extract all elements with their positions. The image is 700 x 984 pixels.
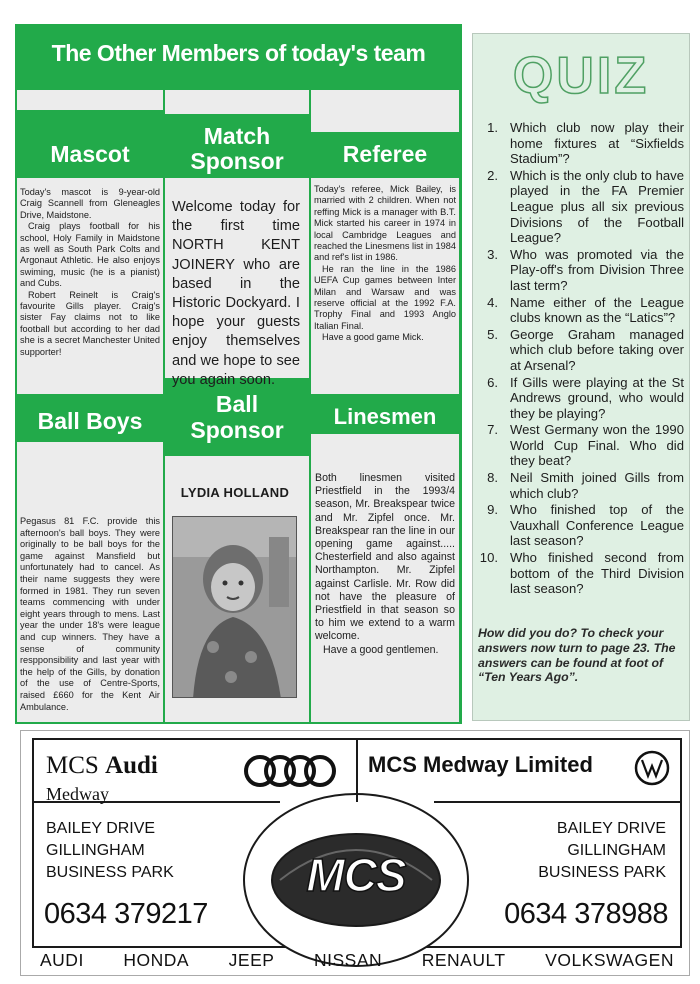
question-number: 10. <box>479 550 498 566</box>
left-brand-bold: Audi <box>105 752 158 779</box>
referee-paragraph: He ran the line in the 1986 UEFA Cup games between Inter Milan and Warsaw and was reserve official at the 1992 F.A. Trophy Final and 1993 Anglo Italian Final. <box>314 263 456 331</box>
quiz-question <box>478 168 684 246</box>
advert-divider <box>434 801 680 803</box>
linesmen-heading: Linesmen <box>333 404 437 429</box>
quiz-question <box>478 327 684 374</box>
question-text: George Graham managed which club before taking over at Arsenal? <box>510 326 684 373</box>
mascot-header-spacer <box>17 90 163 110</box>
address-line: GILLINGHAM <box>46 842 145 859</box>
quiz-title: QUIZ <box>512 47 650 105</box>
question-text: Name either of the League clubs known as the “Latics”? <box>510 294 684 326</box>
question-number: 2. <box>487 167 498 183</box>
brand-item: NISSAN <box>313 950 383 970</box>
quiz-question <box>478 422 684 469</box>
mcs-logo-text: MCS <box>306 849 406 901</box>
left-dealer-sub: Medway <box>46 784 109 804</box>
left-brand: MCS <box>46 752 99 779</box>
mascot-heading: Mascot <box>50 141 130 167</box>
quiz-question <box>478 247 684 294</box>
child-photo-icon <box>173 517 297 698</box>
mascot-paragraph: Craig plays football for his school, Holy Family in Maidstone as well as South Park Colts and Argonaut Athletic. He also enjoys swiming, music (he is a pianist) and Cubs. <box>20 221 160 289</box>
match-sponsor-heading-line2: Sponsor <box>190 148 284 174</box>
ball-sponsor-heading-line2: Sponsor <box>190 417 284 443</box>
question-text: Who finished top of the Vauxhall Conference League last season? <box>510 502 684 549</box>
question-text: Which is the only club to have played in the FA Premier League plus all six previous Divisions of the Football League? <box>510 167 684 246</box>
referee-header-spacer <box>311 90 459 132</box>
ball-boys-paragraph: Pegasus 81 F.C. provide this afternoon's ball boys. They were originally to be ball boys for the game against Mansfield but unfortunately had to cancel. As their name suggests they were formed in 1981. They run seven teams commencing with under eight years through to mens. Last year the under 18's were league and cup winners. They have a sense of community respponsibility and last year with the help of the Gills, by donation of the use of Centre-Sports, raised £660 for the Kent Air Ambulance. <box>20 516 160 712</box>
brand-item: VOLKSWAGEN <box>545 950 674 970</box>
match-sponsor-heading-line1: Match <box>203 123 271 149</box>
right-address <box>500 818 666 884</box>
mascot-paragraph: Robert Reinelt is Craig's favourite Gills player. Craig's sister Fay claims not to like football but according to her dad she is a secret Manchester United supporter! <box>20 289 160 357</box>
brand-item: AUDI <box>40 950 84 970</box>
team-title: The Other Members of today's team <box>51 40 426 66</box>
quiz-list <box>478 120 684 598</box>
question-number: 5. <box>487 326 498 342</box>
match-sponsor-text: Welcome today for the first time NORTH KENT JOINERY who are based in the Historic Dockyard. I hope your guests enjoy themselves and we hope to see you again soon. <box>172 199 300 388</box>
brand-item: JEEP <box>228 950 275 970</box>
address-line: BAILEY DRIVE <box>556 820 666 837</box>
quiz-question <box>478 295 684 326</box>
quiz-footer: How did you do? To check your answers now turn to page 23. The answers can be found at foot of “Ten Years Ago”. <box>478 626 676 685</box>
left-phone: 0634 379217 <box>44 898 208 930</box>
question-number: 4. <box>487 294 498 310</box>
referee-paragraph: Have a good game Mick. <box>322 332 424 343</box>
left-dealer-name <box>46 752 158 780</box>
referee-paragraph: Today's referee, Mick Bailey, is married with 2 children. When not reffing Mick is a manager with B.T. Mick started his career in 1974 in local Cambridge Leagues and reached the Linesmens list in 1984 and ref's list in 1986. <box>314 184 456 263</box>
question-text: Which club now play their home fixtures at “Sixfields Stadium”? <box>510 120 684 167</box>
brand-item: RENAULT <box>421 950 506 970</box>
quiz-question <box>478 470 684 501</box>
left-address <box>46 818 174 884</box>
linesmen-paragraph: Have a good gentlemen. <box>323 643 439 656</box>
address-line: BUSINESS PARK <box>538 864 666 881</box>
mascot-paragraph: Today's mascot is 9-year-old Craig Scannell from Gleneagles Drive, Maidstone. <box>20 187 160 220</box>
quiz-question <box>478 375 684 422</box>
linesmen-paragraph: Both linesmen visited Priestfield in the 1993/4 season, Mr. Breakspear twice and Mr. Zipfel once. Mr. Breakspear ran the line in our opening game against..... Chesterfield and also against Northampton. Mr. Zipfel against Carlisle. Mr. Row did not have the pleasure of Priestfield in that season so to him we extend to a warm welcome. <box>315 472 455 643</box>
question-text: Neil Smith joined Gills from which club? <box>510 470 684 501</box>
question-text: If Gills were playing at the St Andrews ground, who would they be playing? <box>510 374 684 421</box>
question-text: Who finished second from bottom of the Third Division last season? <box>510 550 684 597</box>
question-number: 1. <box>487 120 498 135</box>
question-number: 9. <box>487 502 498 518</box>
referee-heading: Referee <box>342 141 428 167</box>
question-text: West Germany won the 1990 World Cup Final. Who did they beat? <box>510 422 684 469</box>
referee-text <box>314 184 456 344</box>
quiz-question <box>478 502 684 549</box>
question-number: 7. <box>487 422 498 438</box>
match-sponsor-header-spacer <box>165 90 309 114</box>
quiz-question <box>478 120 684 167</box>
quiz-question <box>478 550 684 597</box>
audi-rings-icon <box>242 753 338 789</box>
question-text: Who was promoted via the Play-off's from Division Three last term? <box>510 246 684 293</box>
ball-boys-text <box>20 516 160 713</box>
question-number: 6. <box>487 374 498 390</box>
advert-divider <box>356 740 358 802</box>
ball-sponsor-heading-line1: Ball <box>215 391 259 417</box>
sponsor-photo <box>172 516 297 698</box>
volkswagen-logo-icon <box>634 750 670 786</box>
brand-item: HONDA <box>123 950 190 970</box>
ball-boys-heading: Ball Boys <box>37 408 143 434</box>
linesmen-text <box>315 472 455 657</box>
ball-sponsor-name: LYDIA HOLLAND <box>180 485 290 500</box>
address-line: GILLINGHAM <box>567 842 666 859</box>
question-number: 3. <box>487 246 498 262</box>
address-line: BAILEY DRIVE <box>46 820 156 837</box>
right-phone: 0634 378988 <box>504 898 668 930</box>
right-dealer-name: MCS Medway Limited <box>368 752 593 777</box>
address-line: BUSINESS PARK <box>46 864 174 881</box>
mascot-text <box>20 187 160 358</box>
question-number: 8. <box>487 470 498 486</box>
brand-list <box>32 950 682 971</box>
